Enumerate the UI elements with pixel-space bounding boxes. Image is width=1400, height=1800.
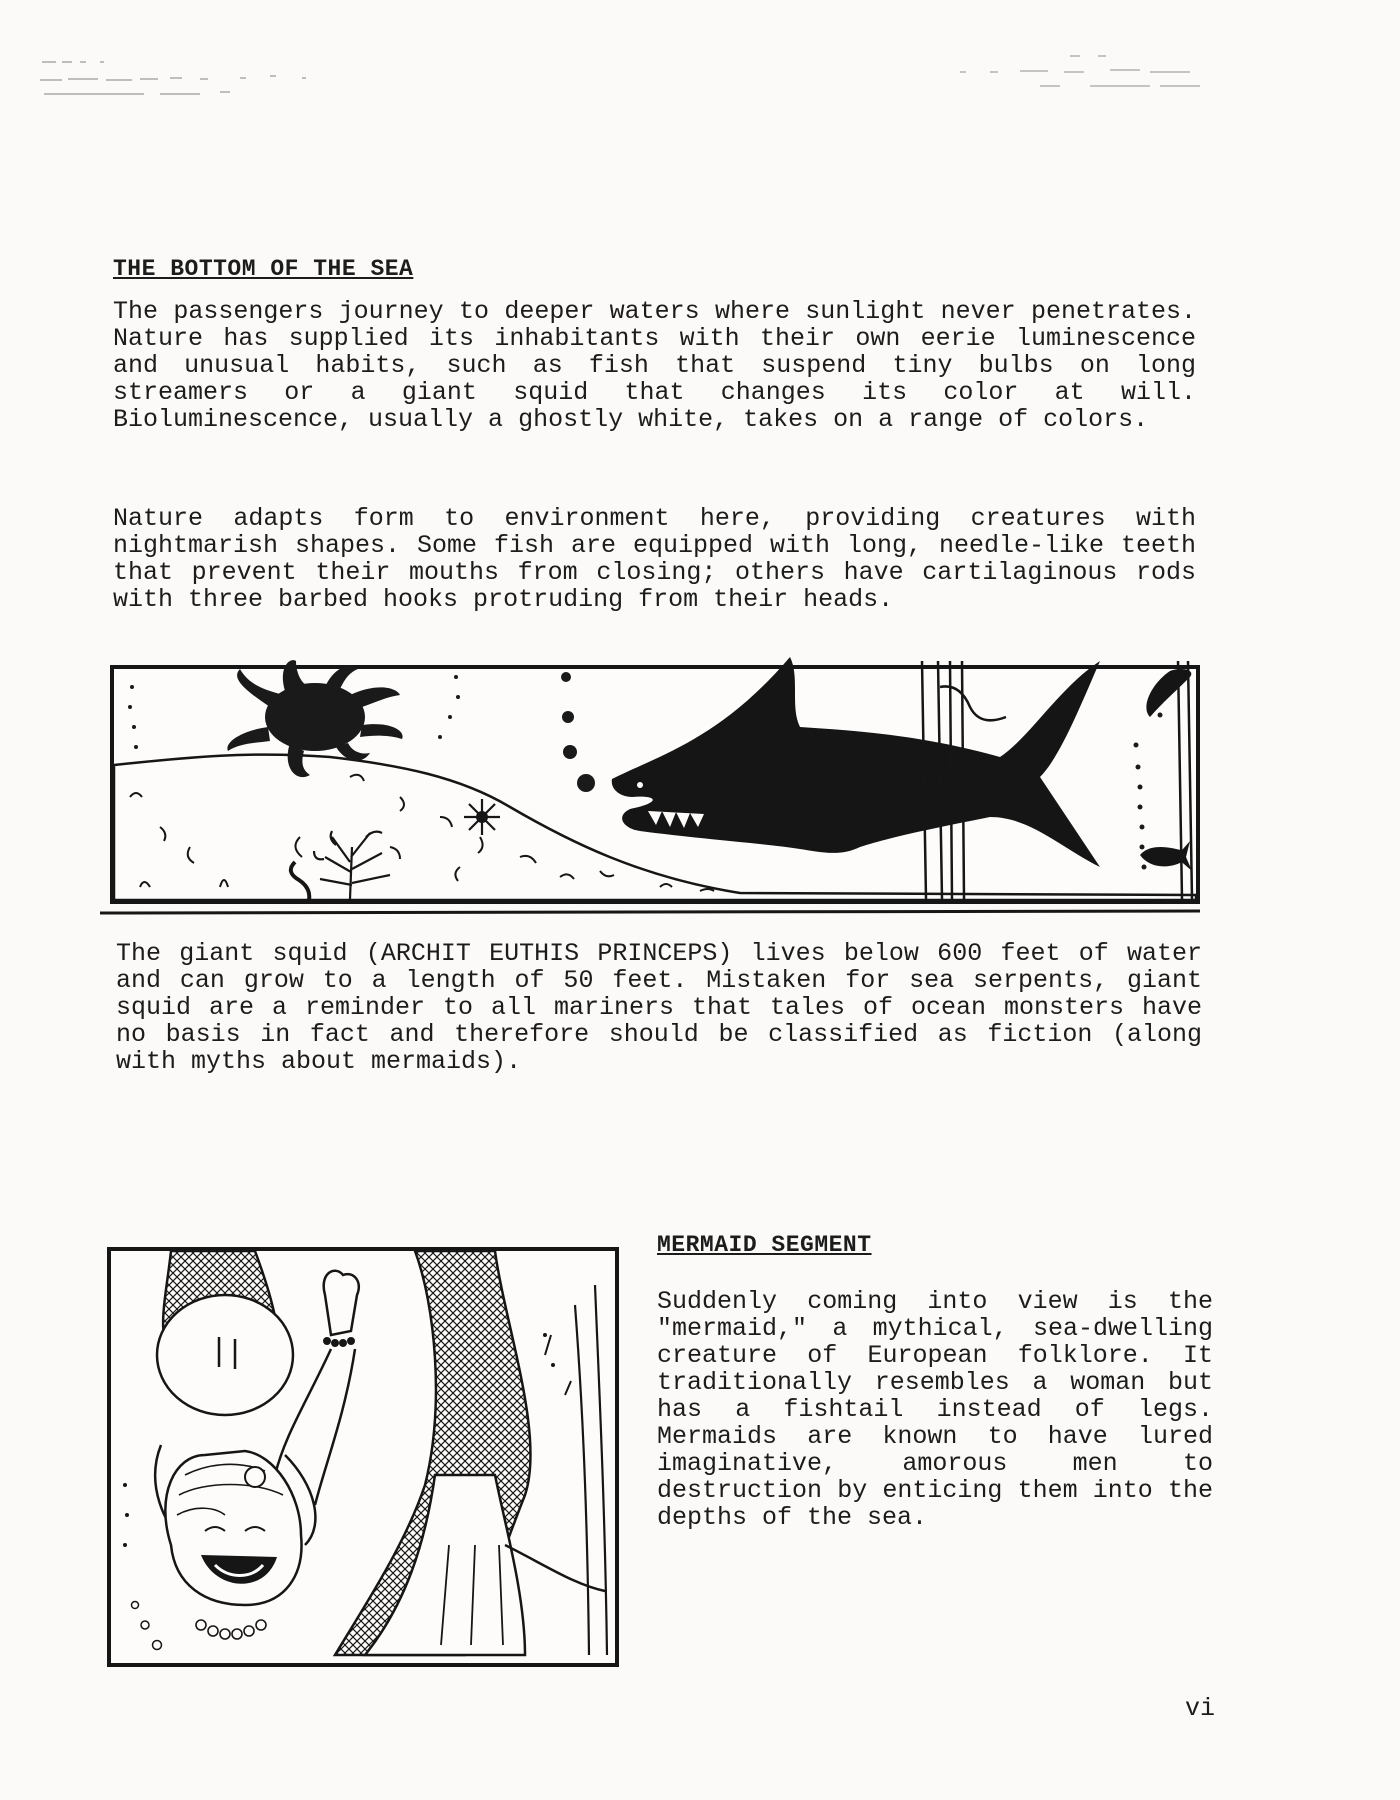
paragraph-intro: The passengers journey to deeper waters where sunlight never penetrates. Nature has supplied its inhabitants with their own eerie luminescence and unusual habits, such as fish that suspend tiny bulbs on long streamers or a giant squid that changes its color at will. Bioluminescence, usually a ghostly white, takes on a range of colors. [113,297,1196,434]
page-number: vi [1185,1694,1216,1723]
paragraph-nature-adapts: Nature adapts form to environment here, providing creatures with nightmarish shapes. Some fish are equipped with long, needle-like teeth that prevent their mouths from closing; others have cartilaginous rods with three barbed hooks protruding from their heads. [113,504,1196,614]
mermaid-illustration [105,1245,625,1670]
sea-floor-illustration [100,647,1207,917]
section-heading-bottom-of-sea: THE BOTTOM OF THE SEA [113,256,414,282]
paragraph-giant-squid: The giant squid (ARCHIT EUTHIS PRINCEPS) lives below 600 feet of water and can grow to a length of 50 feet. Mistaken for sea serpents, giant squid are a reminder to all mariners that tales of ocean monsters have no basis in fact and therefore should be classified as fiction (along with myths about mermaids). [116,939,1202,1076]
section-heading-mermaid: MERMAID SEGMENT [657,1232,872,1258]
scan-artifact-left [40,52,340,102]
scan-artifact-right [960,52,1220,102]
paragraph-mermaid: Suddenly coming into view is the "mermaid," a mythical, sea-dwelling creature of European folklore. It traditionally resembles a woman but has a fishtail instead of legs. Mermaids are known to have lured imaginative, amorous men to destruction by enticing them into the depths of the sea. [657,1287,1213,1532]
